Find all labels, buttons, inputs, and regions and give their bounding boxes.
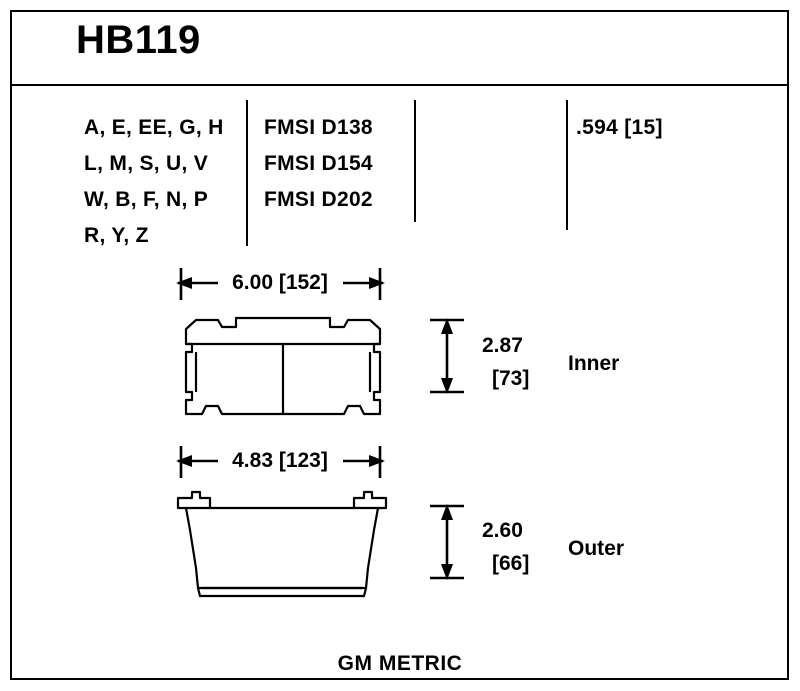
outer-height-dimension [430, 504, 464, 580]
inner-width-dimension [176, 268, 385, 300]
compound-row: W, B, F, N, P [84, 188, 209, 211]
vehicle-application-label: GM METRIC [337, 652, 463, 675]
fmsi-row: FMSI D154 [264, 152, 373, 175]
inner-height-dimension [430, 318, 464, 394]
inner-height-label-1: 2.87 [482, 334, 523, 357]
inner-pad-drawing [186, 318, 380, 414]
fmsi-row: FMSI D202 [264, 188, 373, 211]
outer-height-label-1: 2.60 [482, 519, 523, 542]
outer-pad-drawing [178, 492, 386, 596]
compound-row: R, Y, Z [84, 224, 149, 247]
compound-row: L, M, S, U, V [84, 152, 209, 175]
compound-row: A, E, EE, G, H [84, 116, 224, 139]
part-number: HB119 [76, 18, 201, 62]
inner-width-label: 6.00 [152] [232, 271, 328, 294]
outer-width-dimension [176, 446, 385, 478]
outer-width-label: 4.83 [123] [232, 449, 328, 472]
inner-side-label: Inner [568, 352, 620, 375]
inner-height-label-2: [73] [492, 367, 530, 390]
outer-side-label: Outer [568, 537, 625, 560]
thickness-value: .594 [15] [576, 116, 663, 139]
fmsi-row: FMSI D138 [264, 116, 373, 139]
outer-height-label-2: [66] [492, 552, 530, 575]
